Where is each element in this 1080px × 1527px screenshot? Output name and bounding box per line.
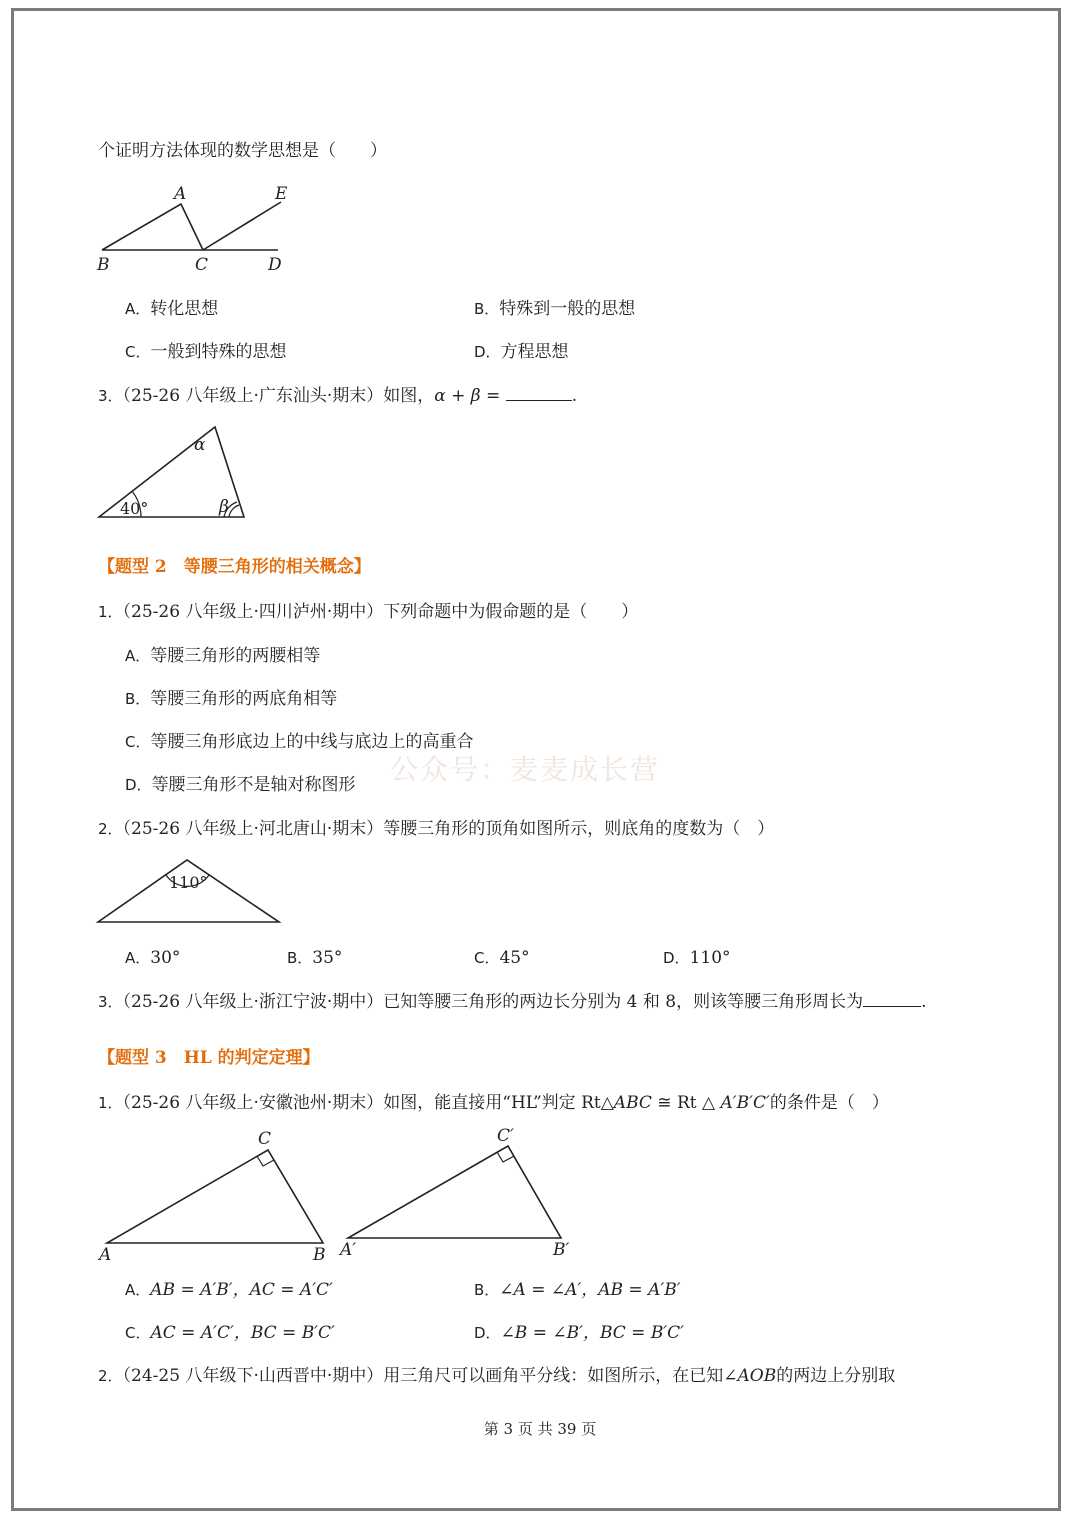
- watermark: 公众号：麦麦成长营: [390, 753, 661, 786]
- s3-q1-option-b: B．∠A = ∠A′，AB = A′B′: [474, 1280, 681, 1300]
- s2-q3-line: 3．（25-26 八年级上·浙江宁波·期中）已知等腰三角形的两边长分别为 4 和 8，则该等腰三角形周长为 .: [98, 992, 927, 1012]
- label-right-C-prime: C′: [497, 1126, 514, 1146]
- intro-option-d: D．方程思想: [474, 342, 569, 362]
- s2-q2-option-c: C．45°: [474, 948, 530, 968]
- s2-q1-option-d: D．等腰三角形不是轴对称图形: [125, 775, 356, 795]
- section-2-heading: 【题型 2 等腰三角形的相关概念】: [98, 557, 371, 577]
- s2-q1-option-a: A．等腰三角形的两腰相等: [125, 646, 321, 666]
- page-footer: 第 3 页 共 39 页: [483, 1420, 597, 1438]
- q3-line: 3．（25-26 八年级上·广东汕头·期末）如图，α + β = .: [98, 386, 578, 406]
- label-40-degree: 40°: [120, 499, 149, 518]
- s2-q2-line: 2．（25-26 八年级上·河北唐山·期末）等腰三角形的顶角如图所示，则底角的度数为（ ）: [98, 819, 775, 839]
- intro-option-a: A．转化思想: [125, 299, 219, 319]
- label-right-B-prime: B′: [553, 1240, 570, 1260]
- label-alpha: α: [194, 435, 206, 455]
- intro-option-b: B．特殊到一般的思想: [474, 299, 636, 319]
- label-right-A-prime: A′: [340, 1240, 357, 1260]
- s2-q1-option-c: C．等腰三角形底边上的中线与底边上的高重合: [125, 732, 474, 752]
- label-110-degree: 110°: [169, 873, 208, 892]
- label-E: E: [275, 184, 288, 204]
- label-B: B: [97, 255, 110, 275]
- label-A: A: [174, 184, 187, 204]
- label-left-B: B: [313, 1245, 326, 1265]
- s3-q1-line: 1．（25-26 八年级上·安徽池州·期末）如图，能直接用“HL”判定 Rt△ABC ≅ Rt △ A′B′C′的条件是（ ）: [98, 1093, 889, 1113]
- s3-q1-option-c: C．AC = A′C′，BC = B′C′: [125, 1323, 335, 1343]
- s2-q1-option-b: B．等腰三角形的两底角相等: [125, 689, 338, 709]
- label-D: D: [268, 255, 282, 275]
- s2-q2-option-a: A．30°: [125, 948, 181, 968]
- s3-q2-line: 2．（24-25 八年级下·山西晋中·期中）用三角尺可以画角平分线：如图所示，在已知∠AOB的两边上分别取: [98, 1366, 896, 1386]
- s3-q1-option-a: A．AB = A′B′，AC = A′C′: [125, 1280, 333, 1300]
- label-C: C: [195, 255, 209, 275]
- s3-q1-option-d: D．∠B = ∠B′，BC = B′C′: [474, 1323, 685, 1343]
- s2-q2-option-d: D．110°: [663, 948, 731, 968]
- s2-q1-line: 1．（25-26 八年级上·四川泸州·期中）下列命题中为假命题的是（ ）: [98, 602, 639, 622]
- intro-text: 个证明方法体现的数学思想是（ ）: [98, 141, 387, 161]
- label-beta: β: [219, 497, 229, 517]
- intro-option-c: C．一般到特殊的思想: [125, 342, 287, 362]
- section-3-heading: 【题型 3 HL 的判定定理】: [98, 1048, 320, 1068]
- label-left-C: C: [258, 1129, 272, 1149]
- label-left-A: A: [99, 1245, 112, 1265]
- s2-q2-option-b: B．35°: [287, 948, 343, 968]
